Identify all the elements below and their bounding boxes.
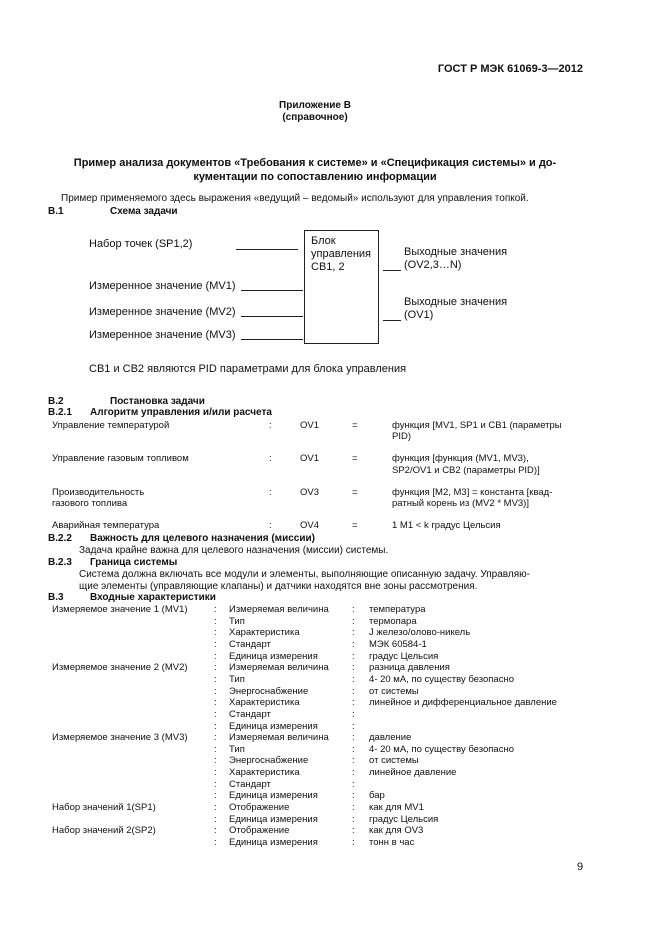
section-number: В.3 bbox=[48, 592, 64, 603]
equals-sign: = bbox=[352, 520, 358, 531]
colon: : bbox=[214, 743, 217, 755]
input-property: Измеряемая величина bbox=[229, 662, 329, 674]
section-title: Важность для целевого назначения (миссии) bbox=[90, 533, 315, 544]
colon: : bbox=[352, 813, 355, 825]
function-text: функция [функция (MV1, MV3), bbox=[392, 453, 529, 464]
input-property: Измеряемая величина bbox=[229, 732, 329, 744]
input-value: как для MV1 bbox=[369, 802, 424, 814]
colon: : bbox=[214, 813, 217, 825]
colon: : bbox=[352, 650, 355, 662]
colon: : bbox=[352, 604, 355, 615]
input-property: Тип bbox=[229, 743, 245, 755]
colon: : bbox=[352, 685, 355, 697]
output-code: OV1 bbox=[300, 420, 320, 431]
output-code: OV4 bbox=[300, 520, 320, 531]
intro-text: Пример применяемого здесь выражения «ведущий – ведомый» используют для управления топкой. bbox=[61, 193, 529, 204]
function-text: PID) bbox=[392, 431, 411, 442]
section-number: В.1 bbox=[48, 206, 64, 217]
input-property: Измеряемая величина bbox=[229, 604, 329, 615]
equals-sign: = bbox=[352, 453, 358, 464]
colon: : bbox=[352, 743, 355, 755]
mv2-label: Измеренное значение (MV2) bbox=[89, 306, 236, 318]
colon: : bbox=[214, 778, 217, 790]
input-property: Энергоснабжение bbox=[229, 685, 309, 697]
appendix-subtitle: (справочное) bbox=[282, 112, 348, 123]
colon: : bbox=[214, 802, 217, 814]
colon: : bbox=[214, 685, 217, 697]
input-property: Энергоснабжение bbox=[229, 755, 309, 767]
input-property: Единица измерения bbox=[229, 720, 318, 732]
input-value: как для OV3 bbox=[369, 825, 424, 837]
input-property: Тип bbox=[229, 615, 245, 627]
colon: : bbox=[214, 837, 217, 848]
input-value: тонн в час bbox=[369, 837, 415, 848]
section-number: В.2.1 bbox=[48, 407, 72, 418]
input-property: Стандарт bbox=[229, 638, 271, 650]
output-code: OV1 bbox=[300, 453, 320, 464]
input-property: Отображение bbox=[229, 825, 290, 837]
control-block-label: Блок bbox=[311, 235, 336, 247]
colon: : bbox=[352, 755, 355, 767]
mv3-label: Измеренное значение (MV3) bbox=[89, 329, 236, 341]
input-group-name: Измеряемое значение 2 (MV2) bbox=[52, 662, 188, 674]
input-value: градус Цельсия bbox=[369, 650, 439, 662]
colon: : bbox=[352, 627, 355, 639]
input-value: линейное и дифференциальное давление bbox=[369, 697, 557, 709]
equals-sign: = bbox=[352, 420, 358, 431]
section-number: В.2.2 bbox=[48, 533, 72, 544]
input-value: давление bbox=[369, 732, 412, 744]
section-title: Алгоритм управления и/или расчета bbox=[90, 407, 272, 418]
output-label: (OV2,3…N) bbox=[404, 259, 462, 271]
input-value: J железо/олово-никель bbox=[369, 627, 471, 639]
algorithm-name: Производительность bbox=[52, 487, 145, 498]
setpoint-label: Набор точек (SP1,2) bbox=[89, 238, 193, 250]
algorithm-name: Управление температурой bbox=[52, 420, 170, 431]
function-text: ратный корень из (MV2 * MV3)] bbox=[392, 498, 529, 509]
colon: : bbox=[352, 638, 355, 650]
paragraph: Задача крайне важна для целевого назначения (миссии) системы. bbox=[79, 545, 389, 556]
input-value: от системы bbox=[369, 685, 419, 697]
colon: : bbox=[352, 662, 355, 674]
input-value: 4- 20 мА, по существу безопасно bbox=[369, 743, 514, 755]
colon: : bbox=[352, 837, 355, 848]
output-label: (OV1) bbox=[404, 309, 434, 321]
function-text: функция [MV1, SP1 и CB1 (параметры bbox=[392, 420, 562, 431]
colon: : bbox=[352, 720, 355, 732]
standard-header: ГОСТ Р МЭК 61069-3—2012 bbox=[437, 63, 583, 75]
input-property: Единица измерения bbox=[229, 837, 318, 848]
control-block-label: CB1, 2 bbox=[311, 261, 345, 273]
colon: : bbox=[269, 520, 272, 531]
colon: : bbox=[214, 755, 217, 767]
colon: : bbox=[269, 487, 272, 498]
section-heading-line2: кументации по сопоставлению информации bbox=[193, 171, 437, 183]
colon: : bbox=[352, 732, 355, 744]
function-text: 1 M1 < k градус Цельсия bbox=[392, 520, 501, 531]
input-property: Единица измерения bbox=[229, 790, 318, 802]
input-group-name: Измеряемое значение 3 (MV3) bbox=[52, 732, 188, 744]
colon: : bbox=[214, 697, 217, 709]
input-property: Единица измерения bbox=[229, 650, 318, 662]
colon: : bbox=[352, 615, 355, 627]
output-label: Выходные значения bbox=[404, 296, 508, 308]
input-property: Стандарт bbox=[229, 778, 271, 790]
input-property: Характеристика bbox=[229, 627, 300, 639]
colon: : bbox=[214, 708, 217, 720]
colon: : bbox=[214, 650, 217, 662]
section-title: Граница системы bbox=[90, 557, 178, 568]
input-property: Характеристика bbox=[229, 767, 300, 779]
input-property: Отображение bbox=[229, 802, 290, 814]
colon: : bbox=[352, 802, 355, 814]
colon: : bbox=[269, 420, 272, 431]
input-value: бар bbox=[369, 790, 385, 802]
diagram-note: CB1 и CB2 являются PID параметрами для блока управления bbox=[89, 363, 407, 375]
colon: : bbox=[214, 825, 217, 837]
output-label: Выходные значения bbox=[404, 246, 508, 258]
connector-line bbox=[236, 249, 298, 250]
colon: : bbox=[214, 767, 217, 779]
colon: : bbox=[214, 604, 217, 615]
section-heading-line1: Пример анализа документов «Требования к системе» и «Спецификация системы» и до- bbox=[73, 157, 557, 169]
colon: : bbox=[352, 790, 355, 802]
paragraph: щие элементы (управляющие клапаны) и датчики находятся вне зоны рассмотрения. bbox=[79, 581, 478, 592]
input-value: от системы bbox=[369, 755, 419, 767]
control-block-label: управления bbox=[311, 248, 371, 260]
connector-line bbox=[241, 339, 303, 340]
input-property: Тип bbox=[229, 673, 245, 685]
input-value: линейное давление bbox=[369, 767, 457, 779]
input-value: 4- 20 мА, по существу безопасно bbox=[369, 673, 514, 685]
input-value: МЭК 60584-1 bbox=[369, 638, 427, 650]
section-title: Постановка задачи bbox=[110, 396, 205, 407]
colon: : bbox=[214, 673, 217, 685]
connector-line bbox=[241, 316, 303, 317]
equals-sign: = bbox=[352, 487, 358, 498]
colon: : bbox=[214, 627, 217, 639]
input-value: температура bbox=[369, 604, 426, 615]
output-code: OV3 bbox=[300, 487, 320, 498]
section-title: Входные характеристики bbox=[90, 592, 216, 603]
connector-line bbox=[241, 290, 303, 291]
function-text: SP2/OV1 и CB2 (параметры PID)] bbox=[392, 465, 540, 476]
appendix-title: Приложение В bbox=[279, 100, 351, 111]
colon: : bbox=[214, 732, 217, 744]
input-property: Единица измерения bbox=[229, 813, 318, 825]
colon: : bbox=[352, 697, 355, 709]
algorithm-name: Управление газовым топливом bbox=[52, 453, 189, 464]
section-number: В.2.3 bbox=[48, 557, 72, 568]
colon: : bbox=[214, 638, 217, 650]
colon: : bbox=[352, 767, 355, 779]
input-value: термопара bbox=[369, 615, 417, 627]
input-value: разница давления bbox=[369, 662, 450, 674]
algorithm-name: Аварийная температура bbox=[52, 520, 160, 531]
connector-line bbox=[383, 320, 401, 321]
colon: : bbox=[352, 708, 355, 720]
colon: : bbox=[214, 662, 217, 674]
paragraph: Система должна включать все модули и элементы, выполняющие описанную задачу. Управляю- bbox=[79, 569, 530, 580]
input-value: градус Цельсия bbox=[369, 813, 439, 825]
input-group-name: Набор значений 2(SP2) bbox=[52, 825, 156, 837]
input-property: Стандарт bbox=[229, 708, 271, 720]
mv1-label: Измеренное значение (MV1) bbox=[89, 280, 236, 292]
section-title: Схема задачи bbox=[110, 206, 178, 217]
colon: : bbox=[214, 615, 217, 627]
page-number: 9 bbox=[577, 861, 584, 873]
input-group-name: Набор значений 1(SP1) bbox=[52, 802, 156, 814]
colon: : bbox=[352, 778, 355, 790]
colon: : bbox=[214, 720, 217, 732]
section-number: В.2 bbox=[48, 396, 64, 407]
input-property: Характеристика bbox=[229, 697, 300, 709]
colon: : bbox=[352, 825, 355, 837]
algorithm-name: газового топлива bbox=[52, 498, 128, 509]
input-group-name: Измеряемое значение 1 (MV1) bbox=[52, 604, 188, 615]
colon: : bbox=[214, 790, 217, 802]
colon: : bbox=[269, 453, 272, 464]
connector-line bbox=[383, 270, 401, 271]
function-text: функция [M2, M3] = константа [квад- bbox=[392, 487, 553, 498]
colon: : bbox=[352, 673, 355, 685]
